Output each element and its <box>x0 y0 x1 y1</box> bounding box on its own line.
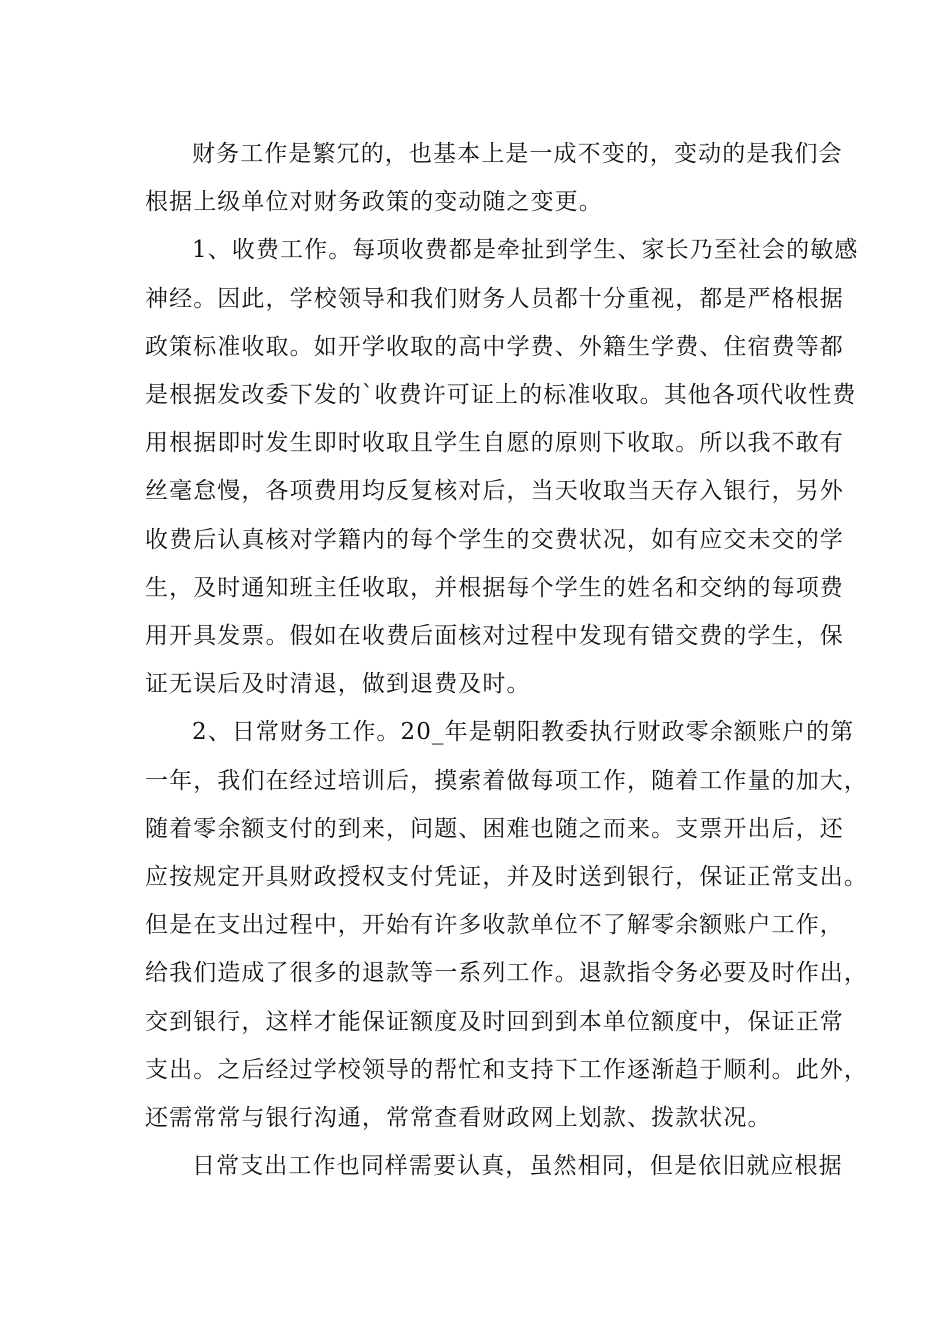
text-line: 支出。之后经过学校领导的帮忙和支持下工作逐渐趋于顺利。此外， <box>145 1057 868 1083</box>
text-line: 还需常常与银行沟通，常常查看财政网上划款、拨款状况。 <box>145 1105 772 1131</box>
text-line: 丝毫怠慢，各项费用均反复核对后，当天收取当天存入银行，另外 <box>145 478 844 504</box>
text-line: 收费后认真核对学籍内的每个学生的交费状况，如有应交未交的学 <box>145 527 844 553</box>
text-line: 用开具发票。假如在收费后面核对过程中发现有错交费的学生，保 <box>145 623 844 649</box>
text-line: 是根据发改委下发的`收费许可证上的标准收取。其他各项代收性费 <box>145 382 857 408</box>
text-line: 交到银行，这样才能保证额度及时回到到本单位额度中，保证正常 <box>145 1009 844 1035</box>
text-line: 生，及时通知班主任收取，并根据每个学生的姓名和交纳的每项费 <box>145 575 844 601</box>
text-line: 证无误后及时清退，做到退费及时。 <box>145 671 531 697</box>
text-line: 用根据即时发生即时收取且学生自愿的原则下收取。所以我不敢有 <box>145 430 844 456</box>
text-line: 日常支出工作也同样需要认真，虽然相同，但是依旧就应根据 <box>192 1153 843 1179</box>
text-line: 一年，我们在经过培训后，摸索着做每项工作，随着工作量的加大， <box>145 768 868 794</box>
text-line: 给我们造成了很多的退款等一系列工作。退款指令务必要及时作出， <box>145 960 868 986</box>
text-line: 神经。因此，学校领导和我们财务人员都十分重视，都是严格根据 <box>145 286 844 312</box>
text-line: 2、日常财务工作。20_年是朝阳教委执行财政零余额账户的第 <box>192 719 855 745</box>
text-line: 但是在支出过程中，开始有许多收款单位不了解零余额账户工作， <box>145 912 844 938</box>
text-line: 根据上级单位对财务政策的变动随之变更。 <box>145 189 603 215</box>
text-line: 政策标准收取。如开学收取的高中学费、外籍生学费、住宿费等都 <box>145 334 844 360</box>
text-line: 财务工作是繁冗的，也基本上是一成不变的，变动的是我们会 <box>192 141 843 167</box>
text-line: 随着零余额支付的到来，问题、困难也随之而来。支票开出后，还 <box>145 816 844 842</box>
text-line: 应按规定开具财政授权支付凭证，并及时送到银行，保证正常支出。 <box>145 864 868 890</box>
text-line: 1、收费工作。每项收费都是牵扯到学生、家长乃至社会的敏感 <box>192 237 859 263</box>
